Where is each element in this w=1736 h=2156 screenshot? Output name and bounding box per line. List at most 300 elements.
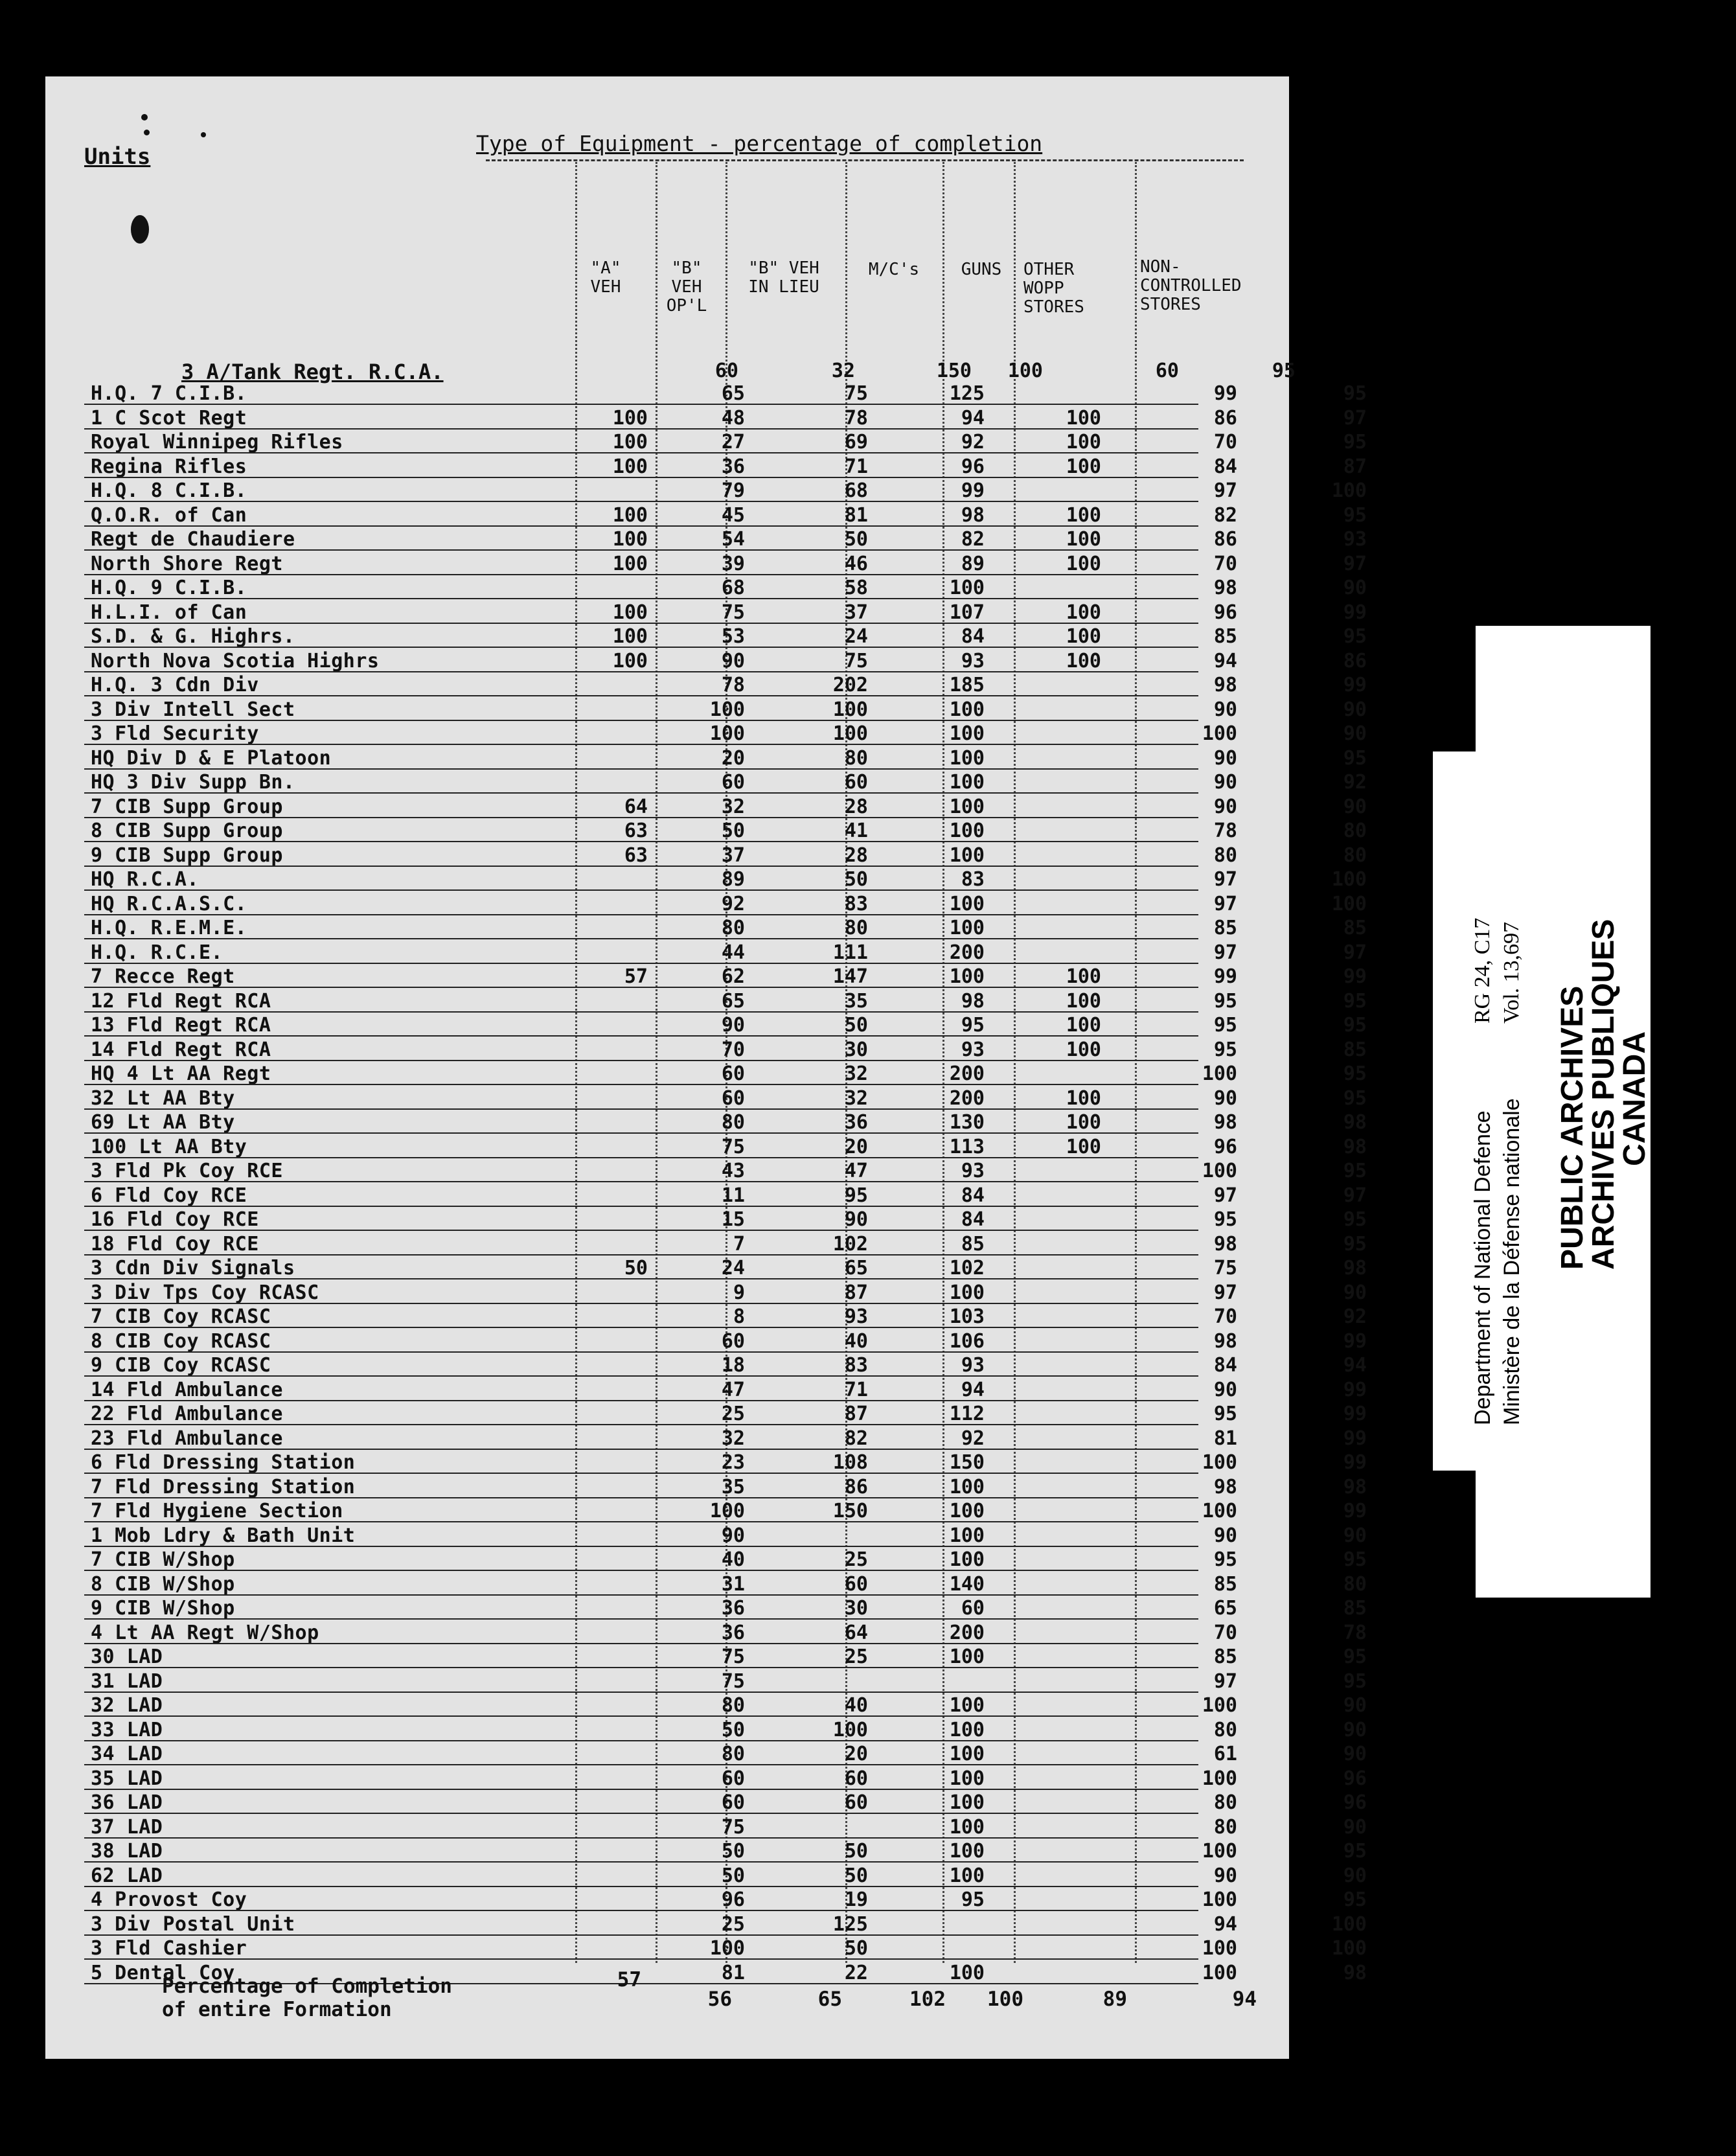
- cell-b: 15: [721, 1208, 745, 1231]
- table-row: [91, 382, 1367, 407]
- cell-b: 39: [721, 552, 745, 575]
- row-name: 36 LAD: [91, 1791, 163, 1814]
- table-row: [91, 1767, 1367, 1792]
- cell-mc: 100: [949, 1718, 985, 1741]
- row-name: 18 Fld Coy RCE: [91, 1232, 259, 1256]
- cell-noncontrolled: 98: [1343, 1135, 1367, 1158]
- cell-b-lieu: 32: [844, 1062, 868, 1085]
- cell-mc: 93: [961, 649, 985, 672]
- row-name: 9 CIB W/Shop: [91, 1597, 235, 1620]
- cell-b-lieu: 71: [844, 455, 868, 478]
- cell-mc: 107: [949, 601, 985, 624]
- cell-b-lieu: 102: [832, 1232, 868, 1256]
- cell-other: 99: [1213, 965, 1237, 988]
- cell-other: 80: [1213, 843, 1237, 867]
- cell-guns: 100: [1066, 965, 1101, 988]
- table-row: [91, 1427, 1367, 1452]
- table-row: [91, 455, 1367, 480]
- volume: Vol. 13,697: [1500, 921, 1524, 1024]
- cell-noncontrolled: 90: [1343, 1743, 1367, 1765]
- row-name: HQ R.C.A.: [91, 868, 200, 891]
- row-name: 3 Fld Pk Coy RCE: [91, 1160, 283, 1182]
- cell-mc: 100: [949, 1791, 985, 1814]
- cell-mc: 93: [961, 1354, 985, 1377]
- row-name: HQ Div D & E Platoon: [91, 746, 332, 770]
- cell-b: 36: [721, 1597, 745, 1620]
- row-name: 62 LAD: [91, 1864, 163, 1887]
- units-heading: Units: [84, 144, 151, 170]
- row-name: H.L.I. of Can: [91, 601, 247, 624]
- cell-mc: 106: [949, 1329, 985, 1353]
- cell-mc: 113: [949, 1135, 985, 1158]
- cell-b: 92: [721, 892, 745, 915]
- row-name: Q.O.R. of Can: [91, 503, 247, 527]
- row-name: 4 Provost Coy: [91, 1888, 247, 1911]
- table-row: [91, 1718, 1367, 1743]
- table-row: [91, 965, 1367, 990]
- cell-other: 98: [1213, 1232, 1237, 1256]
- cell-b-lieu: 93: [844, 1305, 868, 1328]
- cell-mc: 98: [961, 503, 985, 527]
- cell-a: 100: [612, 455, 648, 478]
- cell-b: 50: [721, 1840, 745, 1863]
- cell-b: 65: [721, 989, 745, 1013]
- cell-mc: 103: [949, 1305, 985, 1328]
- cell-mc: 100: [949, 1281, 985, 1304]
- cell-other: 98: [1213, 577, 1237, 599]
- row-name: 5 Dental Coy: [91, 1961, 235, 1984]
- cell-b: 35: [721, 1475, 745, 1498]
- row-name: 8 CIB W/Shop: [91, 1572, 235, 1596]
- cell-b: 32: [721, 795, 745, 818]
- cell-b-lieu: 32: [831, 360, 855, 382]
- cell-other: 95: [1213, 1548, 1237, 1571]
- cell-other: 85: [1213, 625, 1237, 648]
- cell-b: 9: [733, 1281, 745, 1304]
- cell-noncontrolled: 95: [1343, 1208, 1367, 1231]
- cell-b: 50: [721, 1864, 745, 1887]
- cell-b: 18: [721, 1354, 745, 1377]
- row-name: 12 Fld Regt RCA: [91, 989, 271, 1013]
- cell-b-lieu: 28: [844, 843, 868, 867]
- cell-b: 60: [721, 1767, 745, 1790]
- cell-mc: 93: [961, 1160, 985, 1182]
- row-name: HQ 3 Div Supp Bn.: [91, 771, 295, 794]
- cell-mc: 112: [949, 1403, 985, 1425]
- table-row: [91, 1184, 1367, 1209]
- cell-a: 50: [624, 1257, 648, 1279]
- cell-noncontrolled: 95: [1343, 1548, 1367, 1571]
- cell-b-lieu: 41: [844, 820, 868, 842]
- cell-mc: 100: [949, 722, 985, 745]
- cell-b: 20: [721, 746, 745, 770]
- cell-other: 80: [1213, 1791, 1237, 1814]
- cell-mc: 84: [961, 625, 985, 648]
- cell-other: 90: [1213, 1086, 1237, 1110]
- table-row: [91, 528, 1367, 553]
- cell-other: 100: [1202, 1840, 1237, 1863]
- cell-other: 97: [1213, 1669, 1237, 1693]
- cell-other: 78: [1213, 820, 1237, 842]
- cell-guns: 100: [1066, 431, 1101, 453]
- cell-noncontrolled: 85: [1343, 1038, 1367, 1061]
- cell-b: 68: [721, 577, 745, 599]
- row-name: North Nova Scotia Highrs: [91, 649, 380, 672]
- cell-noncontrolled: 95: [1343, 1232, 1367, 1256]
- table-row: [91, 1548, 1367, 1573]
- row-name: 8 CIB Coy RCASC: [91, 1329, 271, 1353]
- cell-mc: 100: [949, 1840, 985, 1863]
- cell-mc: 84: [961, 1184, 985, 1207]
- table-row: [91, 1232, 1367, 1257]
- table-row: [91, 625, 1367, 650]
- cell-other: 97: [1213, 479, 1237, 502]
- cell-other: 86: [1213, 528, 1237, 551]
- row-name: 38 LAD: [91, 1840, 163, 1863]
- cell-b-lieu: 30: [844, 1038, 868, 1061]
- cell-mc: 130: [949, 1111, 985, 1134]
- cell-b-lieu: 25: [844, 1548, 868, 1571]
- cell-other: 84: [1213, 1354, 1237, 1377]
- cell-noncontrolled: 98: [1343, 1111, 1367, 1134]
- cell-mc: 100: [949, 892, 985, 915]
- cell-b: 78: [721, 674, 745, 696]
- row-name: 7 Fld Dressing Station: [91, 1475, 356, 1498]
- row-name: 7 CIB Coy RCASC: [91, 1305, 271, 1328]
- row-name: Royal Winnipeg Rifles: [91, 431, 343, 453]
- row-name: 3 Fld Cashier: [91, 1937, 247, 1960]
- cell-mc: 94: [961, 1378, 985, 1401]
- cell-mc: 92: [961, 1427, 985, 1450]
- cell-other: 61: [1213, 1743, 1237, 1765]
- cell-b: 31: [721, 1572, 745, 1596]
- cell-b-lieu: 50: [844, 1840, 868, 1863]
- cell-other: 97: [1213, 892, 1237, 915]
- cell-mc: 85: [961, 1232, 985, 1256]
- cell-b: 100: [709, 698, 745, 721]
- col-guns: GUNS: [961, 260, 1002, 279]
- cell-other: 100: [1202, 1888, 1237, 1911]
- cell-noncontrolled: 100: [1331, 1912, 1367, 1936]
- cell-noncontrolled: 90: [1343, 1524, 1367, 1547]
- table-row: [91, 941, 1367, 966]
- cell-guns: 100: [1066, 406, 1101, 430]
- total-noncontrolled: 94: [1232, 1988, 1257, 2011]
- cell-noncontrolled: 99: [1343, 1329, 1367, 1353]
- cell-b: 75: [721, 601, 745, 624]
- cell-a: 63: [624, 820, 648, 842]
- cell-noncontrolled: 90: [1343, 1864, 1367, 1887]
- cell-other: 97: [1213, 868, 1237, 891]
- cell-noncontrolled: 96: [1343, 1791, 1367, 1814]
- cell-noncontrolled: 100: [1331, 479, 1367, 502]
- cell-mc: 100: [949, 1743, 985, 1765]
- row-name: 30 LAD: [91, 1646, 163, 1668]
- col-noncontrolled: NON- CONTROLLED STORES: [1140, 257, 1242, 314]
- cell-other: 90: [1213, 698, 1237, 721]
- cell-a: 100: [612, 406, 648, 430]
- cell-mc: 200: [949, 1086, 985, 1110]
- cell-guns: 100: [1066, 1014, 1101, 1037]
- cell-b-lieu: 100: [832, 1718, 868, 1741]
- cell-noncontrolled: 95: [1343, 382, 1367, 405]
- cell-b: 60: [721, 1062, 745, 1085]
- cell-mc: 200: [949, 941, 985, 964]
- total-a: 57: [617, 1968, 641, 1991]
- row-name: 6 Fld Dressing Station: [91, 1451, 356, 1474]
- cell-b: 96: [721, 1888, 745, 1911]
- cell-other: 80: [1213, 1718, 1237, 1741]
- table-row: [91, 1888, 1367, 1913]
- cell-mc: 200: [949, 1621, 985, 1644]
- row-name: 35 LAD: [91, 1767, 163, 1790]
- cell-a: 100: [612, 601, 648, 624]
- cell-guns: 100: [1066, 1135, 1101, 1158]
- cell-b: 75: [721, 1669, 745, 1693]
- row-name: 31 LAD: [91, 1669, 163, 1693]
- table-row: [91, 674, 1367, 698]
- cell-other: 100: [1202, 1694, 1237, 1717]
- cell-b: 53: [721, 625, 745, 648]
- table-row: [91, 1475, 1367, 1500]
- cell-guns: 100: [1066, 1086, 1101, 1110]
- cell-b-lieu: 32: [844, 1086, 868, 1110]
- cell-b-lieu: 64: [844, 1621, 868, 1644]
- dept-en: Department of National Defence: [1470, 1110, 1495, 1425]
- table-row: [91, 1111, 1367, 1136]
- type-heading: Type of Equipment - percentage of completion: [476, 131, 1043, 156]
- cell-other: 100: [1202, 1961, 1237, 1984]
- table-row: [91, 360, 1296, 385]
- cell-mc: 93: [961, 1038, 985, 1061]
- row-name: H.Q. 9 C.I.B.: [91, 577, 247, 599]
- col-b-veh: "B" VEH OP'L: [666, 258, 707, 315]
- cell-mc: 100: [949, 917, 985, 939]
- cell-b-lieu: 60: [844, 771, 868, 794]
- cell-b: 60: [714, 360, 738, 382]
- row-name: 7 CIB W/Shop: [91, 1548, 235, 1571]
- cell-b: 60: [721, 1329, 745, 1353]
- table-row: [91, 1500, 1367, 1524]
- cell-b-lieu: 40: [844, 1329, 868, 1353]
- cell-mc: 92: [961, 431, 985, 453]
- table-row: [91, 1403, 1367, 1427]
- table-row: [91, 1840, 1367, 1864]
- cell-mc: 84: [961, 1208, 985, 1231]
- cell-b-lieu: 25: [844, 1646, 868, 1668]
- cell-other: 95: [1213, 1038, 1237, 1061]
- total-b-lieu: 65: [817, 1988, 842, 2011]
- cell-a: 100: [612, 625, 648, 648]
- cell-b: 23: [721, 1451, 745, 1474]
- cell-a: 100: [612, 431, 648, 453]
- cell-guns: 100: [1066, 503, 1101, 527]
- cell-b: 37: [721, 843, 745, 867]
- cell-a: 100: [612, 528, 648, 551]
- cell-b-lieu: 50: [844, 1864, 868, 1887]
- cell-b-lieu: 80: [844, 917, 868, 939]
- cell-noncontrolled: 95: [1343, 503, 1367, 527]
- cell-b: 36: [721, 1621, 745, 1644]
- cell-mc: 100: [949, 843, 985, 867]
- cell-b-lieu: 75: [844, 382, 868, 405]
- table-row: [91, 795, 1367, 820]
- cell-b-lieu: 46: [844, 552, 868, 575]
- row-name: 69 Lt AA Bty: [91, 1111, 235, 1134]
- dept-fr: Ministère de la Défense nationale: [1500, 1098, 1524, 1425]
- cell-noncontrolled: 95: [1272, 360, 1296, 382]
- cell-b: 25: [721, 1403, 745, 1425]
- cell-a: 64: [624, 795, 648, 818]
- cell-noncontrolled: 92: [1343, 1305, 1367, 1328]
- table-row: [91, 1062, 1367, 1087]
- speck: [201, 132, 206, 137]
- cell-noncontrolled: 80: [1343, 1572, 1367, 1596]
- cell-other: 90: [1213, 1378, 1237, 1401]
- cell-other: 95: [1213, 1014, 1237, 1037]
- total-other: 89: [1102, 1988, 1127, 2011]
- cell-other: 90: [1213, 746, 1237, 770]
- cell-b-lieu: 100: [832, 698, 868, 721]
- cell-noncontrolled: 95: [1343, 1062, 1367, 1085]
- cell-mc: 100: [949, 1694, 985, 1717]
- cell-mc: 150: [936, 360, 972, 382]
- cell-noncontrolled: 100: [1331, 892, 1367, 915]
- table-row: [91, 1815, 1367, 1841]
- cell-b: 60: [721, 1791, 745, 1814]
- table-row: [91, 1257, 1367, 1281]
- col-a-veh: "A" VEH: [590, 258, 621, 297]
- cell-noncontrolled: 90: [1343, 1815, 1367, 1839]
- row-name: 9 CIB Supp Group: [91, 843, 283, 867]
- canada: CANADA: [1617, 1031, 1652, 1166]
- cell-b: 90: [721, 1524, 745, 1547]
- cell-mc: 83: [961, 868, 985, 891]
- cell-b: 43: [721, 1160, 745, 1182]
- record-group: RG 24, C17: [1470, 917, 1494, 1024]
- row-name: 8 CIB Supp Group: [91, 820, 283, 842]
- cell-a: 100: [612, 649, 648, 672]
- row-name: 3 Div Intell Sect: [91, 698, 295, 721]
- speck: [144, 130, 150, 135]
- cell-mc: 100: [949, 577, 985, 599]
- row-name: 3 A/Tank Regt. R.C.A.: [181, 360, 444, 384]
- cell-noncontrolled: 90: [1343, 577, 1367, 599]
- cell-b: 75: [721, 1135, 745, 1158]
- table-row: [91, 1912, 1367, 1938]
- cell-b: 80: [721, 1743, 745, 1765]
- cell-b: 32: [721, 1427, 745, 1450]
- cell-b: 27: [721, 431, 745, 453]
- row-name: 7 Fld Hygiene Section: [91, 1500, 343, 1522]
- cell-mc: 98: [961, 989, 985, 1013]
- row-name: 22 Fld Ambulance: [91, 1403, 283, 1425]
- cell-noncontrolled: 99: [1343, 1403, 1367, 1425]
- table-row: [91, 1597, 1367, 1622]
- cell-mc: 140: [949, 1572, 985, 1596]
- cell-b: 50: [721, 820, 745, 842]
- cell-b-lieu: 58: [844, 577, 868, 599]
- row-name: 37 LAD: [91, 1815, 163, 1839]
- row-name: 100 Lt AA Bty: [91, 1135, 247, 1158]
- cell-other: 85: [1213, 1572, 1237, 1596]
- cell-b-lieu: 78: [844, 406, 868, 430]
- cell-b: 70: [721, 1038, 745, 1061]
- table-row: [91, 503, 1367, 529]
- cell-noncontrolled: 87: [1343, 455, 1367, 478]
- cell-mc: 100: [949, 820, 985, 842]
- table-row: [91, 989, 1367, 1015]
- cell-other: 81: [1213, 1427, 1237, 1450]
- cell-other: 100: [1202, 1767, 1237, 1790]
- cell-mc: 100: [949, 795, 985, 818]
- cell-other: 95: [1213, 1208, 1237, 1231]
- cell-b-lieu: 60: [844, 1767, 868, 1790]
- cell-b: 36: [721, 455, 745, 478]
- cell-b: 11: [721, 1184, 745, 1207]
- cell-noncontrolled: 98: [1343, 1475, 1367, 1498]
- cell-mc: 100: [949, 698, 985, 721]
- cell-mc: 200: [949, 1062, 985, 1085]
- cell-other: 100: [1202, 1160, 1237, 1182]
- row-name: 14 Fld Ambulance: [91, 1378, 283, 1401]
- cell-noncontrolled: 98: [1343, 1257, 1367, 1279]
- cell-b-lieu: 147: [832, 965, 868, 988]
- cell-other: 100: [1202, 722, 1237, 745]
- archive-label: [1433, 751, 1562, 1471]
- cell-b: 80: [721, 917, 745, 939]
- cell-b: 79: [721, 479, 745, 502]
- cell-guns: 100: [1007, 360, 1043, 382]
- row-name: 32 LAD: [91, 1694, 163, 1717]
- cell-noncontrolled: 99: [1343, 1378, 1367, 1401]
- cell-b-lieu: 47: [844, 1160, 868, 1182]
- table-row: [91, 1086, 1367, 1112]
- cell-other: 100: [1202, 1937, 1237, 1960]
- public-archives: PUBLIC ARCHIVES: [1555, 985, 1590, 1270]
- table-row: [91, 843, 1367, 869]
- cell-mc: 100: [949, 746, 985, 770]
- cell-other: 60: [1155, 360, 1179, 382]
- archives-publiques: ARCHIVES PUBLIQUES: [1586, 919, 1621, 1270]
- table-row: [91, 1524, 1367, 1549]
- cell-other: 100: [1202, 1451, 1237, 1474]
- cell-b-lieu: 83: [844, 892, 868, 915]
- cell-noncontrolled: 97: [1343, 941, 1367, 964]
- row-name: 3 Div Tps Coy RCASC: [91, 1281, 319, 1304]
- cell-other: 70: [1213, 1305, 1237, 1328]
- cell-b: 62: [721, 965, 745, 988]
- table-row: [91, 406, 1367, 431]
- cell-b: 80: [721, 1111, 745, 1134]
- cell-mc: 100: [949, 965, 985, 988]
- cell-noncontrolled: 95: [1343, 989, 1367, 1013]
- cell-mc: 89: [961, 552, 985, 575]
- cell-noncontrolled: 100: [1331, 1937, 1367, 1960]
- cell-noncontrolled: 78: [1343, 1621, 1367, 1644]
- row-name: 23 Fld Ambulance: [91, 1427, 283, 1450]
- cell-other: 65: [1213, 1597, 1237, 1620]
- cell-mc: 100: [949, 1815, 985, 1839]
- row-name: Regina Rifles: [91, 455, 247, 478]
- cell-b-lieu: 40: [844, 1694, 868, 1717]
- col-b-lieu: "B" VEH IN LIEU: [748, 258, 819, 297]
- cell-noncontrolled: 99: [1343, 965, 1367, 988]
- cell-mc: 100: [949, 1475, 985, 1498]
- total-guns: 100: [987, 1988, 1023, 2011]
- cell-b-lieu: 50: [844, 868, 868, 891]
- cell-b: 100: [709, 722, 745, 745]
